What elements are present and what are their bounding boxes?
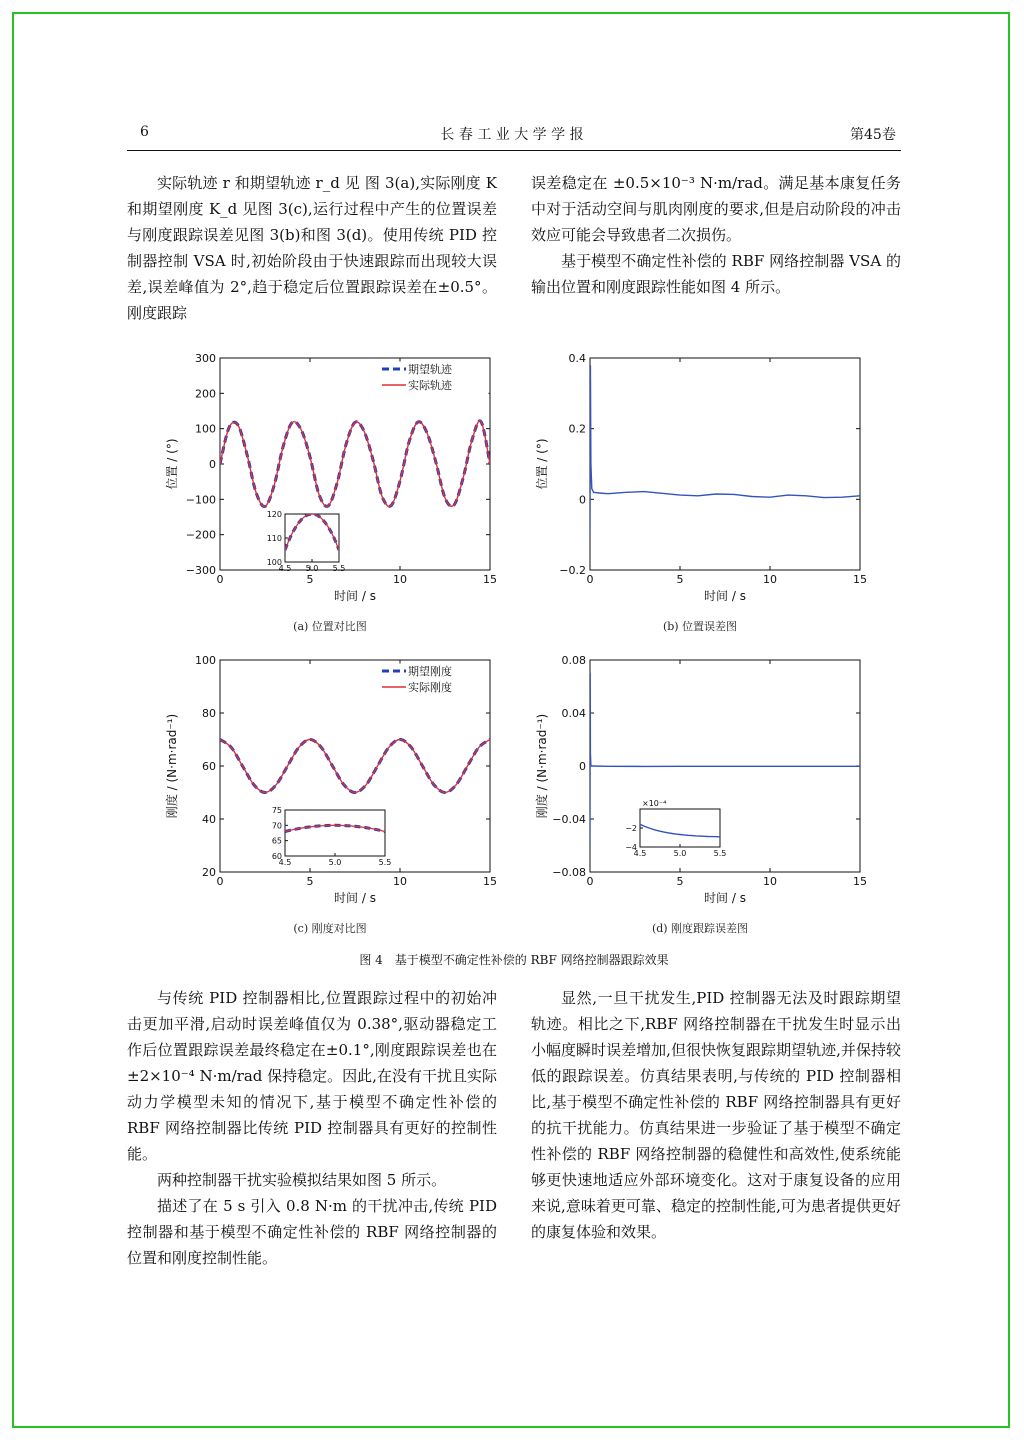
y-tick-label: 20 [202, 866, 216, 879]
y-tick-label: 100 [195, 422, 216, 436]
chart-c [160, 652, 500, 912]
inset-x-tick-label: 5.0 [305, 564, 319, 573]
inset-x-tick-label: 5.0 [328, 858, 342, 867]
x-tick-label: 10 [393, 875, 407, 888]
y-axis-label: 位置 / (°) [165, 438, 179, 490]
x-tick-label: 0 [216, 573, 224, 586]
inset-area [640, 809, 720, 847]
inset-y-tick-label: 60 [271, 852, 282, 861]
y-tick-label: 0 [579, 493, 586, 507]
legend-label: 实际刚度 [408, 681, 452, 694]
x-tick-label: 0 [586, 573, 594, 586]
inset-area [285, 810, 385, 856]
subfigure-b [530, 350, 870, 614]
inset-y-tick-label: 100 [266, 558, 282, 567]
right-column-top [531, 170, 901, 300]
x-axis-label: 时间 / s [704, 589, 746, 603]
y-tick-label: 60 [202, 760, 216, 773]
y-tick-label: 40 [202, 813, 216, 826]
inset-x-tick-label: 5.5 [332, 564, 346, 573]
inset-x-tick-label: 5.5 [713, 849, 727, 858]
paragraph: 两种控制器干扰实验模拟结果如图 5 所示。 [157, 1171, 447, 1189]
journal-title: 长 春 工 业 大 学 学 报 [440, 127, 584, 143]
page-number: 6 [140, 124, 149, 140]
y-tick-label: −100 [185, 493, 216, 507]
x-tick-label: 10 [763, 875, 777, 888]
subfigure-c-caption: (c) 刚度对比图 [293, 922, 367, 935]
y-axis-label: 刚度 / (N·m·rad⁻¹) [535, 713, 549, 819]
inset-y-tick-label: −4 [625, 843, 637, 852]
x-tick-label: 15 [483, 875, 497, 888]
subfigure-d-caption: (d) 刚度跟踪误差图 [651, 922, 749, 935]
legend-label: 实际轨迹 [408, 379, 452, 392]
inset-scale-label: ×10⁻⁴ [642, 799, 667, 808]
header-rule [127, 150, 901, 151]
x-tick-label: 15 [853, 875, 867, 888]
y-tick-label: 200 [195, 387, 216, 401]
subfigure-c [160, 652, 500, 916]
x-tick-label: 5 [676, 573, 684, 586]
left-column-bottom [127, 985, 497, 1271]
paragraph: 误差稳定在 ±0.5×10⁻³ N·m/rad。满足基本康复任务中对于活动空间与肌肉刚度的要求,但是启动阶段的冲击效应可能会导致患者二次损伤。 [531, 174, 901, 244]
inset-x-tick-label: 5.5 [378, 858, 392, 867]
inset-y-tick-label: 65 [271, 836, 282, 846]
x-axis-label: 时间 / s [334, 891, 376, 905]
y-tick-label: 0.04 [561, 707, 586, 720]
inset-y-tick-label: 110 [266, 534, 282, 543]
y-tick-label: 0.08 [561, 654, 586, 667]
subfigure-a [160, 350, 500, 614]
y-tick-label: 0.4 [568, 352, 586, 365]
inset-y-tick-label: 70 [271, 821, 282, 831]
y-tick-label: 100 [195, 654, 216, 667]
figure-caption: 图 4 基于模型不确定性补偿的 RBF 网络控制器跟踪效果 [359, 953, 669, 967]
x-tick-label: 15 [853, 573, 867, 586]
subfigure-d [530, 652, 870, 916]
paragraph: 与传统 PID 控制器相比,位置跟踪过程中的初始冲击更加平滑,启动时误差峰值仅为 0.38°,驱动器稳定工作后位置跟踪误差最终稳定在±0.1°,刚度跟踪误差也在±2×10⁻⁴ N·m/rad 保持稳定。因此,在没有干扰且实际动力学模型未知的情况下,基于模型不确定性补偿的 RBF 网络控制器比传统 PID 控制器具有更好的控制性能。 [127, 989, 497, 1163]
y-tick-label: 0 [209, 458, 216, 471]
chart-d [530, 652, 870, 912]
inset-x-tick-label: 4.5 [278, 858, 292, 867]
y-axis-label: 位置 / (°) [535, 438, 549, 490]
y-tick-label: −200 [185, 528, 216, 542]
inset-area [285, 514, 339, 562]
x-tick-label: 5 [306, 875, 314, 888]
y-axis-label: 刚度 / (N·m·rad⁻¹) [165, 713, 179, 819]
subfigure-b-caption: (b) 位置误差图 [662, 620, 738, 633]
y-tick-label: 80 [202, 707, 216, 720]
inset-x-tick-label: 4.5 [278, 564, 292, 573]
inset-y-tick-label: 120 [266, 510, 282, 519]
inset-x-tick-label: 5.0 [673, 849, 687, 858]
x-tick-label: 15 [483, 573, 497, 586]
x-tick-label: 10 [763, 573, 777, 586]
paragraph: 描述了在 5 s 引入 0.8 N·m 的干扰冲击,传统 PID 控制器和基于模型不确定性补偿的 RBF 网络控制器的位置和刚度控制性能。 [127, 1197, 497, 1267]
x-tick-label: 10 [393, 573, 407, 586]
paragraph: 显然,一旦干扰发生,PID 控制器无法及时跟踪期望轨迹。相比之下,RBF 网络控制器在干扰发生时显示出小幅度瞬时误差增加,但很快恢复跟踪期望轨迹,并保持较低的跟踪误差。仿真结果表明,与传统的 PID 控制器相比,基于模型不确定性补偿的 RBF 网络控制器具有更好的抗干扰能力。仿真结果进一步验证了基于模型不确定性补偿的 RBF 网络控制器的稳健性和高效性,使系统能够更快速地适应外部环境变化。这对于康复设备的应用来说,意味着更可靠、稳定的控制性能,可为患者提供更好的康复体验和效果。 [531, 989, 901, 1241]
x-tick-label: 5 [676, 875, 684, 888]
x-tick-label: 0 [216, 875, 224, 888]
volume-label: 第45卷 [850, 127, 896, 143]
paragraph: 基于模型不确定性补偿的 RBF 网络控制器 VSA 的输出位置和刚度跟踪性能如图 4 所示。 [531, 252, 901, 296]
left-column-top [127, 170, 497, 326]
legend-label: 期望轨迹 [408, 363, 452, 376]
y-tick-label: −0.2 [559, 564, 586, 577]
y-tick-label: −0.08 [552, 866, 586, 879]
chart-a [160, 350, 500, 610]
inset-x-tick-label: 4.5 [633, 849, 647, 858]
inset-y-tick-label: −2 [625, 824, 637, 833]
y-tick-label: 300 [195, 352, 216, 365]
legend-label: 期望刚度 [408, 665, 452, 678]
subfigure-a-caption: (a) 位置对比图 [293, 620, 367, 633]
x-tick-label: 0 [586, 875, 594, 888]
chart-b [530, 350, 870, 610]
y-tick-label: 0.2 [568, 422, 586, 436]
inset-y-tick-label: 75 [271, 806, 282, 815]
y-tick-label: −300 [185, 564, 216, 577]
right-column-bottom [531, 985, 901, 1245]
paragraph: 实际轨迹 r 和期望轨迹 r_d 见 图 3(a),实际刚度 K 和期望刚度 K_d 见图 3(c),运行过程中产生的位置误差与刚度跟踪误差见图 3(b)和图 3(d)。使用传统 PID 控制器控制 VSA 时,初始阶段由于快速跟踪而出现较大误差,误差峰值为 2°,趋于稳定后位置跟踪误差在±0.5°。刚度跟踪 [127, 174, 497, 322]
y-tick-label: 0 [579, 760, 586, 773]
x-tick-label: 5 [306, 573, 314, 586]
x-axis-label: 时间 / s [334, 589, 376, 603]
y-tick-label: −0.04 [552, 813, 586, 826]
plot-area [590, 358, 860, 570]
x-axis-label: 时间 / s [704, 891, 746, 905]
